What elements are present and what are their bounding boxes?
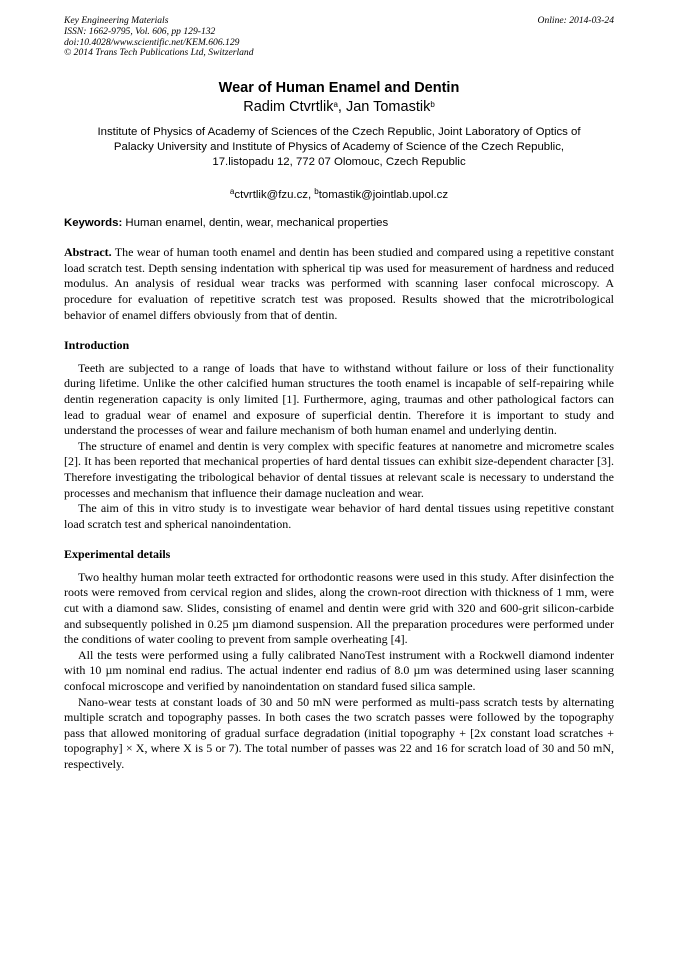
issn-line: ISSN: 1662-9795, Vol. 606, pp 129-132 <box>64 25 216 37</box>
paragraph: Teeth are subjected to a range of loads that have to withstand without failure or loss of their functionality during lifetime. Unlike the other calcified human structures the tooth enamel is incapable of self-repairing while dentin regeneration capacity is only limited [1]. Furthermore, aging, traumas and other pathological factors can lead to gradual wear of enamel and exposure of superficial dentin. Therefore it is important to study and understand the processes of wear and failure mechanism of both human enamel and underlying dentin. <box>64 360 614 438</box>
email-line <box>64 188 614 203</box>
online-date: Online: 2014-03-24 <box>537 15 614 26</box>
abstract-text: The wear of human tooth enamel and dentin has been studied and compared using a repetitive constant load scratch test. Depth sensing indentation with spherical tip was used for measurement of hardness and reduced modulus. An analysis of residual wear tracks was performed with scanning laser confocal microscopy. A procedure for evaluation of repetitive scratch test was proposed. Results showed that the microtribological behavior of enamel differs obviously from that of dentin. <box>64 245 614 322</box>
paper-title: Wear of Human Enamel and Dentin <box>218 80 460 97</box>
section-heading-introduction: Introduction <box>64 338 130 353</box>
paragraph: Two healthy human molar teeth extracted for orthodontic reasons were used in this study. After disinfection the roots were removed from cervical region and slides, along the crown-root direction with thickness of 1 mm, were cut with a diamond saw. Slides, consisting of enamel and dentin were grid with 320 and 600-grit silicon-carbide and subsequently polished in 0.25 µm diamond suspension. All the preparation procedures were performed under the conditions of water cooling to prevent from sample overheating [4]. <box>64 569 614 647</box>
abstract-label: Abstract. <box>64 245 112 260</box>
paragraph: The structure of enamel and dentin is very complex with specific features at nanometre and micrometre scales [2]. It has been reported that mechanical properties of hard dental tissues can exhibit size-dependent character [3]. Therefore investigating the tribological behavior of dental tissues at relevant scale is necessary to understand the processes and mechanism that influence their damage nucleation and wear. <box>64 438 614 500</box>
author-name: Jan Tomastik <box>345 99 431 116</box>
journal-header <box>64 16 614 59</box>
affiliation-line: Institute of Physics of Academy of Sciences of the Czech Republic, Joint Laboratory of Optics of <box>97 126 581 139</box>
affiliation-line: Palacky University and Institute of Physics of Academy of Science of the Czech Republic, <box>113 141 565 154</box>
email-superscript: a <box>229 187 235 197</box>
doi-line: doi:10.4028/www.scientific.net/KEM.606.129 <box>64 36 240 48</box>
author-separator: , <box>337 99 346 116</box>
paragraph: Nano-wear tests at constant loads of 30 and 50 mN were performed as multi-pass scratch tests by alternating multiple scratch and topography passes. In both cases the two scratch passes were followed by the topography pass that allowed monitoring of gradual surface degradation (initial topography + [2x constant load scratches + topography] × X, where X is 5 or 7). The total number of passes was 22 and 16 for scratch load of 30 and 50 mN, respectively. <box>64 694 614 771</box>
email-superscript: b <box>314 187 319 197</box>
section-heading-experimental: Experimental details <box>64 547 171 562</box>
copyright-line: © 2014 Trans Tech Publications Ltd, Switzerland <box>64 47 254 59</box>
author-name: Radim Ctvrtlik <box>243 99 334 116</box>
paragraph: All the tests were performed using a fully calibrated NanoTest instrument with a Rockwell diamond indenter with 10 µm nominal end radius. The actual indenter end radius of 8.0 µm was determined using laser scanning confocal microscope and verified by nanoindentation on standard fused silica sample. <box>64 647 614 694</box>
paragraph: The aim of this in vitro study is to investigate wear behavior of hard dental tissues using repetitive constant load scratch test and spherical nanoindentation. <box>64 501 614 531</box>
email-link[interactable]: ctvrtlik@fzu.cz, <box>234 189 315 202</box>
author-line <box>64 98 614 116</box>
paper-page <box>64 16 614 773</box>
abstract <box>64 245 614 323</box>
journal-name: Key Engineering Materials <box>64 15 169 26</box>
email-link[interactable]: tomastik@jointlab.upol.cz <box>318 189 449 202</box>
author-superscript: b <box>430 100 435 110</box>
keywords-label: Keywords: <box>64 217 123 230</box>
affiliation <box>64 125 614 170</box>
affiliation-line: 17.listopadu 12, 772 07 Olomouc, Czech Republic <box>212 156 466 169</box>
keywords <box>64 216 614 231</box>
keywords-text: Human enamel, dentin, wear, mechanical properties <box>122 217 389 230</box>
author-superscript: a <box>333 100 338 110</box>
